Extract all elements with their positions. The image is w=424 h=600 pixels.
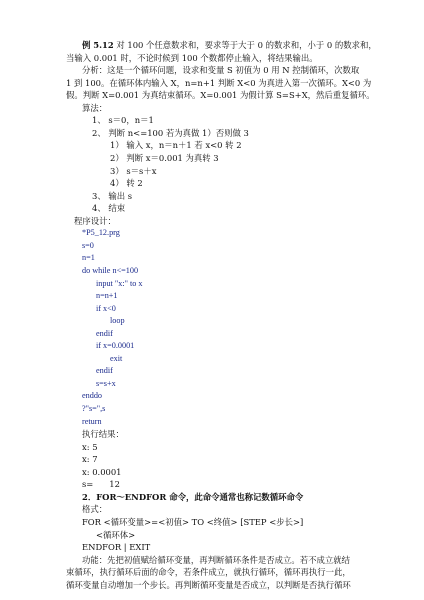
algorithm-step: 4） 转 2 bbox=[110, 178, 143, 189]
text-line: 功能：先把初值赋给循环变量，再判断循环条件是否成立。若不成立就结 bbox=[82, 554, 350, 565]
code-line: input "x:" to x bbox=[96, 278, 143, 288]
code-line: enddo bbox=[82, 391, 103, 401]
algorithm-step: 2） 判断 x＝0.001 为真转 3 bbox=[110, 152, 219, 163]
text-line: 程序设计： bbox=[74, 215, 116, 226]
text-line: 当输入 0.001 时，不论时候到 100 个数都停止输入，将结果输出。 bbox=[66, 52, 318, 63]
code-line: if x=0.0001 bbox=[96, 341, 135, 351]
text-line: 1 到 100。在循环体内输入 X，n=n+1 判断 X<0 为真进入第一次循环。X<0 为 bbox=[66, 77, 372, 88]
text-line: 算法： bbox=[82, 102, 108, 113]
code-line: s=s+x bbox=[96, 378, 116, 388]
code-line: ?"s=",s bbox=[82, 404, 106, 413]
syntax-line: FOR <循环变量>=<初值> TO <终值> [STEP <步长>] bbox=[82, 516, 304, 527]
code-line: return bbox=[82, 416, 102, 426]
example-text: 对 100 个任意数求和，要求等于大于 0 的数求和，小于 0 的数求和， bbox=[113, 40, 377, 50]
code-line: endif bbox=[96, 366, 113, 376]
code-line: do while n<=100 bbox=[82, 265, 139, 275]
code-line: n=n+1 bbox=[96, 291, 118, 300]
example-heading-line bbox=[82, 40, 377, 50]
result-line: x: 7 bbox=[82, 454, 98, 465]
text-line: 束循环，执行循环后面的命令，若条件成立，就执行循环，循环再执行一此， bbox=[66, 567, 351, 578]
algorithm-step: 1、 s＝0，n＝1 bbox=[92, 115, 154, 126]
code-line: *P5_12.prg bbox=[82, 228, 120, 238]
text-line: 循环变量自动增加一个步长。再判断循环变量是否成立，以判断是否执行循环 bbox=[66, 579, 351, 590]
result-line: x: 5 bbox=[82, 441, 98, 452]
algorithm-step: 3） s＝s＋x bbox=[110, 165, 157, 176]
text-line: 执行结果： bbox=[82, 429, 124, 440]
text-line: 格式： bbox=[82, 504, 108, 515]
text-line: 分析：这是一个循环问题，设求和变量 S 初值为 0 用 N 控制循环，次数取 bbox=[82, 65, 360, 76]
syntax-line: ENDFOR | EXIT bbox=[82, 542, 151, 552]
text-line: 假。判断 X=0.001 为真结束循环。X=0.001 为假计算 S=S+X，然后重复循环。 bbox=[66, 90, 375, 101]
algorithm-step: 2、 判断 n<=100 若为真做 1）否则做 3 bbox=[92, 127, 249, 138]
algorithm-step: 3、 输出 s bbox=[92, 190, 133, 201]
code-line: s=0 bbox=[82, 240, 94, 250]
algorithm-step: 4、 结束 bbox=[92, 203, 126, 214]
code-line: if x<0 bbox=[96, 303, 116, 313]
code-line: endif bbox=[96, 328, 113, 338]
result-line: x: 0.0001 bbox=[82, 466, 122, 477]
example-number: 例 5.12 bbox=[82, 40, 114, 50]
code-line: n=1 bbox=[82, 253, 95, 263]
algorithm-step: 1） 输入 x，n＝n＋1 若 x<0 转 2 bbox=[110, 140, 242, 151]
result-line: s= 12 bbox=[82, 479, 120, 490]
code-line: exit bbox=[110, 353, 123, 363]
code-line: loop bbox=[110, 316, 125, 326]
section-heading: 2．FOR～ENDFOR 命令，此命令通常也称记数循环命令 bbox=[82, 491, 304, 502]
syntax-line: <循环体> bbox=[96, 529, 136, 540]
